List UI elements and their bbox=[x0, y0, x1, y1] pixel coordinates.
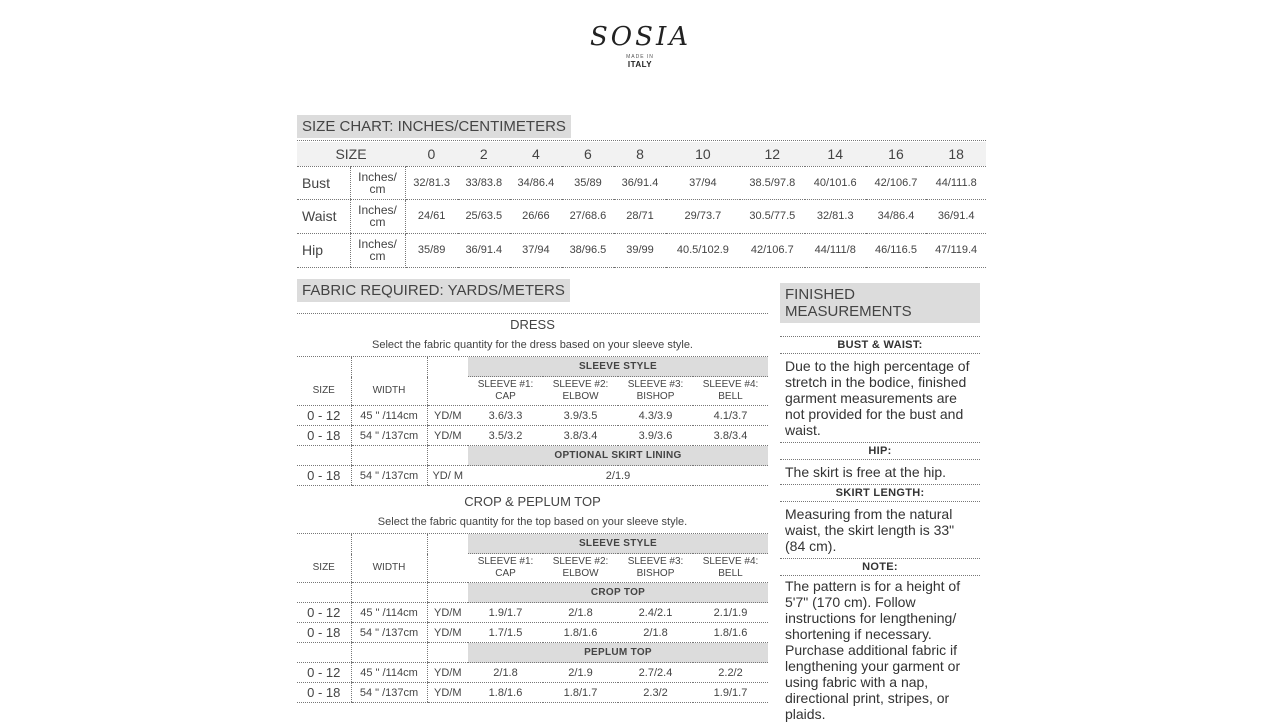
blank-cell bbox=[351, 643, 427, 663]
peplum-top-header: PEPLUM TOP bbox=[468, 643, 768, 663]
section-heading: HIP: bbox=[780, 442, 980, 460]
measure-cell: 44/111.8 bbox=[926, 166, 986, 199]
fabric-width: 54 " /137cm bbox=[351, 683, 427, 703]
crop-top-header: CROP TOP bbox=[468, 583, 768, 603]
sleeve-header-line: SLEEVE #1: bbox=[477, 556, 534, 567]
sleeve-header bbox=[468, 554, 543, 583]
sleeve-header-line: ELBOW bbox=[562, 568, 599, 579]
brand-logo bbox=[590, 22, 690, 69]
size-range: 0 - 18 bbox=[297, 623, 351, 643]
size-cell: 2 bbox=[458, 142, 510, 166]
measure-cell: 34/86.4 bbox=[510, 166, 562, 199]
brand-tagline: MADE IN bbox=[626, 54, 654, 60]
sleeve-header bbox=[618, 377, 693, 406]
measure-cell: 38/96.5 bbox=[562, 233, 614, 267]
table-row bbox=[297, 554, 768, 583]
row-label: Hip bbox=[297, 233, 350, 267]
size-label: SIZE bbox=[297, 142, 405, 166]
size-cell: 18 bbox=[926, 142, 986, 166]
blank-cell bbox=[297, 583, 351, 603]
unit-line: cm bbox=[369, 249, 386, 263]
size-col-header: SIZE bbox=[297, 377, 351, 406]
size-cell: 12 bbox=[740, 142, 805, 166]
fabric-qty: 2/1.8 bbox=[468, 663, 543, 683]
blank-cell bbox=[351, 534, 427, 554]
unit-label bbox=[350, 233, 405, 267]
fabric-qty: 3.5/3.2 bbox=[468, 426, 543, 446]
blank-cell bbox=[297, 446, 351, 466]
measure-cell: 40.5/102.9 bbox=[666, 233, 740, 267]
fabric-qty: 1.9/1.7 bbox=[468, 603, 543, 623]
top-title: CROP & PEPLUM TOP bbox=[464, 494, 601, 509]
blank-cell bbox=[427, 643, 468, 663]
section-text: Due to the high percentage of stretch in the bodice, finished garment measurements are not provided for the bust and waist. bbox=[785, 358, 970, 438]
blank-cell bbox=[297, 643, 351, 663]
fabric-width: 54 " /137cm bbox=[351, 466, 427, 486]
measure-cell: 27/68.6 bbox=[562, 199, 614, 233]
measure-cell: 42/106.7 bbox=[866, 166, 927, 199]
size-range: 0 - 18 bbox=[297, 683, 351, 703]
sleeve-header-line: ELBOW bbox=[562, 391, 599, 402]
width-col-header: WIDTH bbox=[351, 554, 427, 583]
measure-cell: 35/89 bbox=[405, 233, 458, 267]
sleeve-header-line: BELL bbox=[718, 391, 743, 402]
size-cell: 4 bbox=[510, 142, 562, 166]
fabric-qty: 2/1.9 bbox=[468, 466, 768, 486]
size-cell: 0 bbox=[405, 142, 458, 166]
sleeve-header bbox=[543, 377, 618, 406]
dress-subtitle: Select the fabric quantity for the dress based on your sleeve style. bbox=[371, 339, 693, 351]
measure-cell: 29/73.7 bbox=[666, 199, 740, 233]
unit-label: YD/M bbox=[427, 663, 468, 683]
table-row-hip bbox=[297, 233, 986, 267]
size-range: 0 - 12 bbox=[297, 406, 351, 426]
section-text: Measuring from the natural waist, the skirt length is 33" (84 cm). bbox=[785, 506, 955, 554]
fabric-qty: 2.1/1.9 bbox=[693, 603, 768, 623]
unit-label: YD/ M bbox=[427, 466, 468, 486]
blank-cell bbox=[427, 377, 468, 406]
fabric-title: FABRIC REQUIRED: YARDS/METERS bbox=[297, 279, 570, 302]
sleeve-header-line: SLEEVE #4: bbox=[702, 379, 759, 390]
unit-line: cm bbox=[369, 215, 386, 229]
sleeve-header bbox=[693, 377, 768, 406]
size-chart-title: SIZE CHART: INCHES/CENTIMETERS bbox=[297, 115, 571, 138]
finished-title: FINISHED MEASUREMENTS bbox=[780, 283, 980, 323]
unit-label: YD/M bbox=[427, 603, 468, 623]
fabric-qty: 3.9/3.5 bbox=[543, 406, 618, 426]
measure-cell: 32/81.3 bbox=[405, 166, 458, 199]
section-heading: SKIRT LENGTH: bbox=[780, 484, 980, 502]
fabric-qty: 1.8/1.7 bbox=[543, 683, 618, 703]
table-row bbox=[297, 583, 768, 603]
size-cell: 14 bbox=[805, 142, 866, 166]
table-row bbox=[297, 663, 768, 683]
measure-cell: 46/116.5 bbox=[866, 233, 927, 267]
top-subtitle: Select the fabric quantity for the top based on your sleeve style. bbox=[377, 516, 688, 528]
fabric-qty: 2.2/2 bbox=[693, 663, 768, 683]
table-row bbox=[297, 357, 768, 377]
size-cell: 6 bbox=[562, 142, 614, 166]
blank-cell bbox=[351, 357, 427, 377]
measure-cell: 35/89 bbox=[562, 166, 614, 199]
size-chart-table bbox=[297, 142, 986, 268]
table-row bbox=[297, 643, 768, 663]
fabric-section bbox=[297, 282, 570, 300]
finished-section bbox=[780, 283, 980, 726]
measure-cell: 44/111/8 bbox=[805, 233, 866, 267]
measure-cell: 30.5/77.5 bbox=[740, 199, 805, 233]
size-cell: 8 bbox=[614, 142, 666, 166]
fabric-qty: 2/1.8 bbox=[543, 603, 618, 623]
measure-cell: 40/101.6 bbox=[805, 166, 866, 199]
blank-cell bbox=[427, 554, 468, 583]
fabric-qty: 1.8/1.6 bbox=[468, 683, 543, 703]
sleeve-header-line: BISHOP bbox=[636, 391, 675, 402]
measure-cell: 32/81.3 bbox=[805, 199, 866, 233]
table-row bbox=[297, 446, 768, 466]
table-row bbox=[297, 534, 768, 554]
unit-label bbox=[350, 199, 405, 233]
unit-line: Inches/ bbox=[358, 237, 397, 251]
section-heading: NOTE: bbox=[780, 558, 980, 576]
unit-label: YD/M bbox=[427, 623, 468, 643]
size-chart-section bbox=[297, 118, 571, 136]
fabric-width: 54 " /137cm bbox=[351, 426, 427, 446]
sleeve-header bbox=[543, 554, 618, 583]
fabric-width: 45 " /114cm bbox=[351, 603, 427, 623]
table-row bbox=[297, 603, 768, 623]
unit-line: Inches/ bbox=[358, 169, 397, 184]
measure-cell: 39/99 bbox=[614, 233, 666, 267]
table-row bbox=[297, 683, 768, 703]
section-heading: BUST & WAIST: bbox=[780, 336, 980, 354]
section-text: The pattern is for a height of 5'7" (170 cm). Follow instructions for lengthening/ shortening if necessary. Purchase additional fabric if lengthening your garment or using fabric with a nap, directional print, stripes, or plaids. bbox=[785, 578, 961, 722]
sleeve-header-line: SLEEVE #3: bbox=[627, 379, 684, 390]
sleeve-header bbox=[618, 554, 693, 583]
fabric-qty: 2/1.8 bbox=[618, 623, 693, 643]
measure-cell: 24/61 bbox=[405, 199, 458, 233]
fabric-width: 45 " /114cm bbox=[351, 663, 427, 683]
sleeve-header-line: SLEEVE #4: bbox=[702, 556, 759, 567]
brand-country: ITALY bbox=[627, 60, 653, 69]
dress-title: DRESS bbox=[510, 317, 555, 332]
table-row bbox=[297, 623, 768, 643]
sleeve-header-line: BISHOP bbox=[636, 568, 675, 579]
table-row-waist bbox=[297, 199, 986, 233]
blank-cell bbox=[427, 357, 468, 377]
fabric-qty: 1.7/1.5 bbox=[468, 623, 543, 643]
divider bbox=[297, 140, 986, 141]
unit-label: YD/M bbox=[427, 426, 468, 446]
blank-cell bbox=[427, 446, 468, 466]
fabric-qty: 2/1.9 bbox=[543, 663, 618, 683]
fabric-width: 45 " /114cm bbox=[351, 406, 427, 426]
size-range: 0 - 12 bbox=[297, 663, 351, 683]
fabric-qty: 2.4/2.1 bbox=[618, 603, 693, 623]
sleeve-header-line: CAP bbox=[495, 568, 516, 579]
fabric-qty: 2.7/2.4 bbox=[618, 663, 693, 683]
dress-fabric-table bbox=[297, 357, 768, 486]
measure-cell: 42/106.7 bbox=[740, 233, 805, 267]
sleeve-header bbox=[468, 377, 543, 406]
fabric-width: 54 " /137cm bbox=[351, 623, 427, 643]
fabric-qty: 3.6/3.3 bbox=[468, 406, 543, 426]
table-row bbox=[297, 466, 768, 486]
fabric-qty: 3.9/3.6 bbox=[618, 426, 693, 446]
row-label: Bust bbox=[297, 166, 350, 199]
fabric-qty: 4.3/3.9 bbox=[618, 406, 693, 426]
section-text: The skirt is free at the hip. bbox=[785, 464, 947, 480]
unit-line: Inches/ bbox=[358, 203, 397, 217]
blank-cell bbox=[351, 446, 427, 466]
measure-cell: 38.5/97.8 bbox=[740, 166, 805, 199]
size-cell: 10 bbox=[666, 142, 740, 166]
divider bbox=[297, 313, 768, 314]
measure-cell: 36/91.4 bbox=[458, 233, 510, 267]
measure-cell: 37/94 bbox=[510, 233, 562, 267]
top-fabric-table bbox=[297, 534, 768, 703]
sleeve-header-line: SLEEVE #2: bbox=[552, 379, 609, 390]
blank-cell bbox=[351, 583, 427, 603]
measure-cell: 36/91.4 bbox=[614, 166, 666, 199]
unit-label: YD/M bbox=[427, 683, 468, 703]
fabric-qty: 4.1/3.7 bbox=[693, 406, 768, 426]
unit-label: YD/M bbox=[427, 406, 468, 426]
size-header-row bbox=[297, 142, 986, 166]
size-range: 0 - 12 bbox=[297, 603, 351, 623]
fabric-qty: 1.9/1.7 bbox=[693, 683, 768, 703]
size-col-header: SIZE bbox=[297, 554, 351, 583]
measure-cell: 34/86.4 bbox=[866, 199, 927, 233]
brand-name: SOSIA bbox=[590, 22, 691, 52]
fabric-qty: 1.8/1.6 bbox=[693, 623, 768, 643]
sleeve-header bbox=[693, 554, 768, 583]
lining-header: OPTIONAL SKIRT LINING bbox=[468, 446, 768, 466]
table-row bbox=[297, 377, 768, 406]
row-label: Waist bbox=[297, 199, 350, 233]
sleeve-header-line: SLEEVE #2: bbox=[552, 556, 609, 567]
sleeve-style-header: SLEEVE STYLE bbox=[468, 357, 768, 377]
blank-cell bbox=[297, 357, 351, 377]
fabric-qty: 1.8/1.6 bbox=[543, 623, 618, 643]
fabric-qty: 2.3/2 bbox=[618, 683, 693, 703]
unit-line: cm bbox=[369, 181, 386, 196]
measure-cell: 37/94 bbox=[666, 166, 740, 199]
unit-label bbox=[350, 166, 405, 199]
size-range: 0 - 18 bbox=[297, 426, 351, 446]
table-row bbox=[297, 426, 768, 446]
measure-cell: 47/119.4 bbox=[926, 233, 986, 267]
table-row-bust bbox=[297, 166, 986, 199]
fabric-qty: 3.8/3.4 bbox=[543, 426, 618, 446]
blank-cell bbox=[297, 534, 351, 554]
fabric-qty: 3.8/3.4 bbox=[693, 426, 768, 446]
measure-cell: 26/66 bbox=[510, 199, 562, 233]
width-col-header: WIDTH bbox=[351, 377, 427, 406]
measure-cell: 28/71 bbox=[614, 199, 666, 233]
table-row bbox=[297, 406, 768, 426]
measure-cell: 36/91.4 bbox=[926, 199, 986, 233]
sleeve-style-header: SLEEVE STYLE bbox=[468, 534, 768, 554]
measure-cell: 33/83.8 bbox=[458, 166, 510, 199]
size-range: 0 - 18 bbox=[297, 466, 351, 486]
blank-cell bbox=[427, 534, 468, 554]
blank-cell bbox=[427, 583, 468, 603]
sleeve-header-line: SLEEVE #3: bbox=[627, 556, 684, 567]
size-cell: 16 bbox=[866, 142, 927, 166]
sleeve-header-line: CAP bbox=[495, 391, 516, 402]
sleeve-header-line: SLEEVE #1: bbox=[477, 379, 534, 390]
measure-cell: 25/63.5 bbox=[458, 199, 510, 233]
sleeve-header-line: BELL bbox=[718, 568, 743, 579]
